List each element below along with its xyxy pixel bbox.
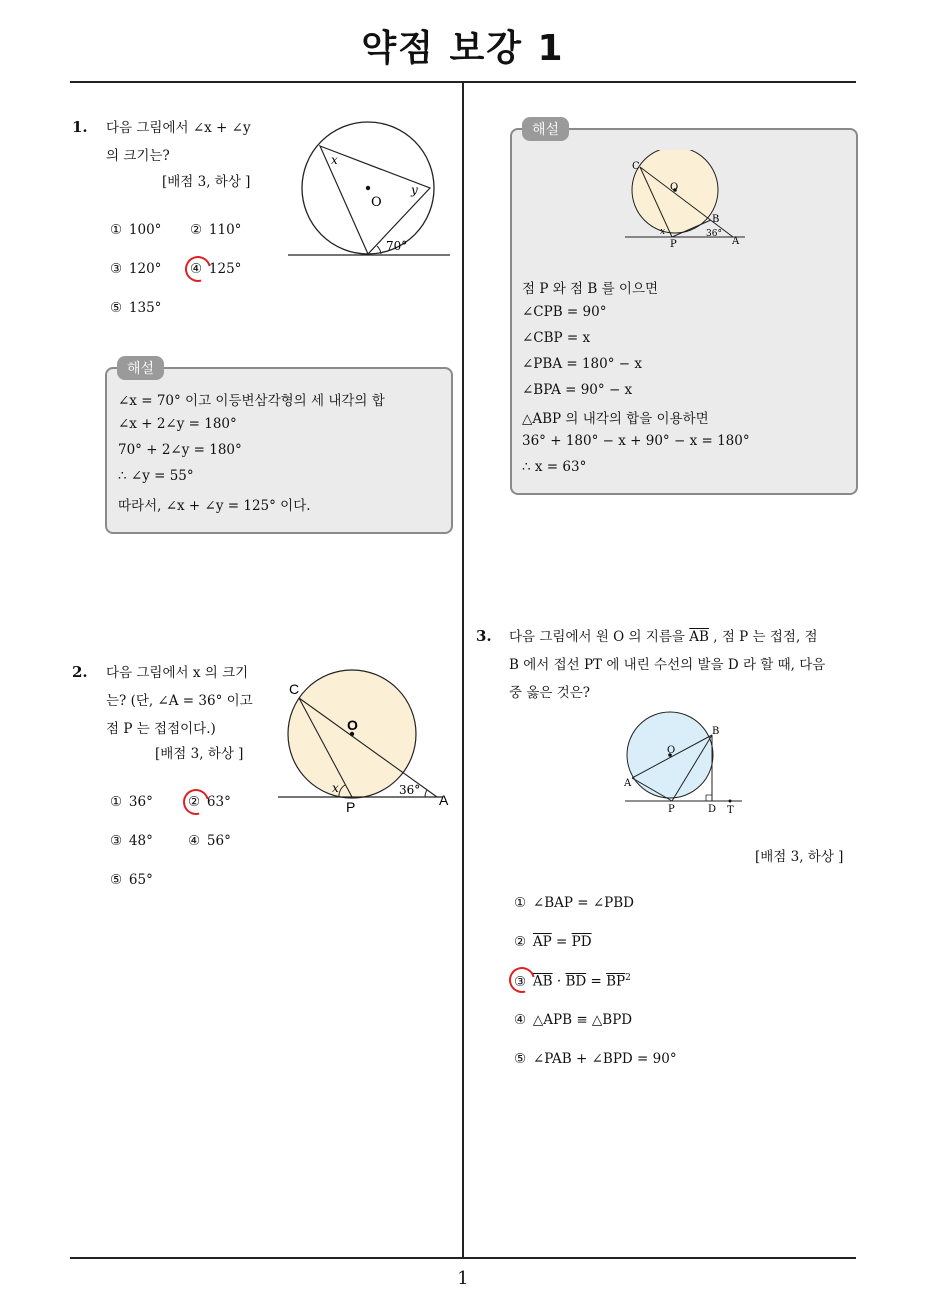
sol2-line: △ABP 의 내각의 합을 이용하면 [522,411,709,427]
sol2-figure [620,150,760,250]
svg-text:P: P [668,804,675,815]
svg-text:C: C [289,681,300,697]
q2-choice-5[interactable]: ⑤ 65° [110,872,153,888]
q3-choice-1[interactable]: ① ∠BAP = ∠PBD [514,895,634,911]
sol2-line: ∴ x = 63° [522,459,587,475]
svg-text:P: P [670,239,677,250]
svg-text:y: y [411,183,418,197]
svg-text:C: C [632,161,640,172]
q1-choice-3[interactable]: ③ 120° [110,261,162,277]
q1-choice-5[interactable]: ⑤ 135° [110,300,162,316]
svg-text:O: O [667,745,676,756]
q1-text-line1: 다음 그림에서 ∠x + ∠y [106,120,251,136]
svg-text:x: x [332,781,339,795]
sol1-line: ∠x + 2∠y = 180° [118,416,237,432]
sol1-line: 따라서, ∠x + ∠y = 125° 이다. [118,498,311,514]
sol2-line: ∠CBP = x [522,330,591,346]
sol2-line: 점 P 와 점 B 를 이으면 [522,281,659,297]
page-title: 약점 보강 1 [361,28,565,69]
q1-figure [285,118,455,263]
q1-text [106,114,251,170]
svg-text:B: B [712,214,720,225]
q1-choice-4[interactable]: ④ 125° [190,261,242,277]
q3-choice-5[interactable]: ⑤ ∠PAB + ∠BPD = 90° [514,1051,677,1067]
sol2-line: ∠BPA = 90° − x [522,382,633,398]
svg-text:B: B [712,726,720,737]
q3-figure [620,710,750,820]
q1-text-line2: 의 크기는? [106,148,170,164]
q1-fig-center-label: O [371,195,382,210]
q1-answer-mark [180,251,216,287]
q3-choice-2[interactable]: ② $\overline{AP} = \overline{PD}$ [514,934,592,950]
sol2-line: ∠PBA = 180° − x [522,356,642,372]
sol2-line: 36° + 180° − x + 90° − x = 180° [522,433,750,449]
svg-text:A: A [732,236,740,247]
solution-tab-1: 해설 [117,356,164,380]
q2-choice-4[interactable]: ④ 56° [188,833,231,849]
svg-text:x: x [331,153,338,167]
q2-figure [275,660,455,820]
q2-score: [배점 3, 하상 ] [155,746,244,762]
svg-text:A: A [624,778,632,789]
q2-text: 다음 그림에서 x 의 크기 는? (단, ∠A = 36° 이고 점 P 는 접점이다.) [106,665,253,737]
q3-number: 3. [476,627,492,645]
svg-text:O: O [670,182,679,193]
q3-choice-4[interactable]: ④ △APB ≡ △BPD [514,1012,633,1028]
svg-text:T: T [727,805,734,816]
svg-text:A: A [439,792,449,808]
q2-choice-1[interactable]: ① 36° [110,794,153,810]
sol2-line: ∠CPB = 90° [522,304,607,320]
q3-choice-3[interactable]: ③ $\overline{AB} \cdot \overline{BD} = \overline{BP}^2$ [514,973,631,990]
q1-choice-1[interactable]: ① 100° [110,222,162,238]
svg-text:36°: 36° [399,783,421,797]
q1-choice-2[interactable]: ② 110° [190,222,242,238]
svg-text:P: P [346,799,356,815]
column-divider [462,83,464,1258]
svg-text:O: O [347,717,358,733]
sol1-line: ∴ ∠y = 55° [118,468,194,484]
q3-text: 다음 그림에서 원 O 의 지름을 $\overline{AB}$ , 점 P 는 접점, 점 B 에서 접선 PT 에 내린 수선의 발을 D 라 할 때, 다음 중 옳은 것은? [509,629,826,701]
page-number: 1 [457,1268,469,1289]
solution-tab-2: 해설 [522,117,569,141]
q3-score: [배점 3, 하상 ] [755,849,844,865]
q2-choice-2[interactable]: ② 63° [188,794,231,810]
q2-number: 2. [72,663,88,681]
q3-answer-mark [504,962,540,998]
sol1-line: 70° + 2∠y = 180° [118,442,242,458]
q2-answer-mark [178,784,214,820]
q2-choice-3[interactable]: ③ 48° [110,833,153,849]
svg-text:70°: 70° [386,239,408,253]
svg-text:36°: 36° [706,229,722,239]
svg-text:x: x [660,227,666,237]
q1-score: [배점 3, 하상 ] [162,174,251,190]
sol1-line: ∠x = 70° 이고 이등변삼각형의 세 내각의 합 [118,393,385,409]
footer-divider [70,1257,856,1259]
q1-number: 1. [72,118,88,136]
svg-text:D: D [708,804,717,815]
